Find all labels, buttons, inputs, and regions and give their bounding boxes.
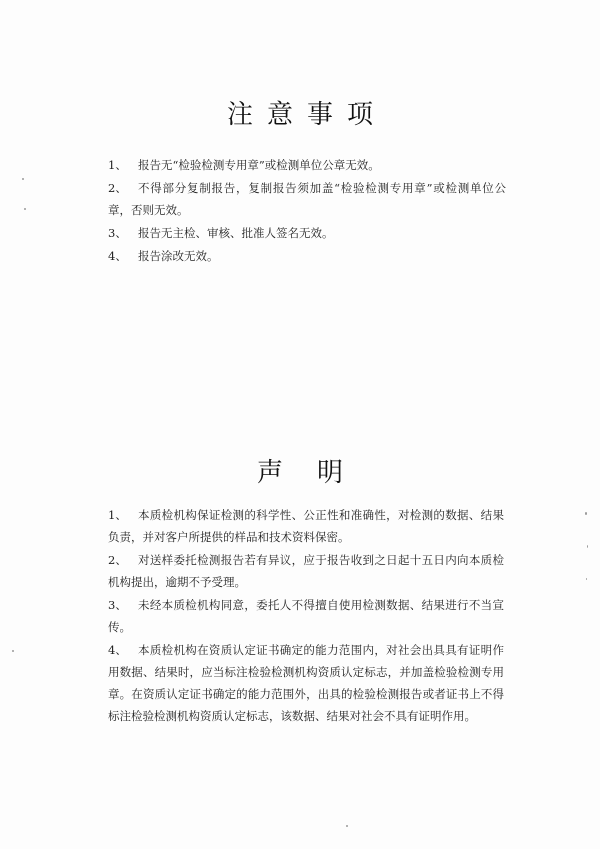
statement-item-text: 本质检机构保证检测的科学性、公正性和准确性，对检测的数据、结果负责，并对客户所提供的样品和技术资料保密。 (108, 508, 504, 544)
statement-item-text: 对送样委托检测报告若有异议，应于报告收到之日起十五日内向本质检机构提出，逾期不予受理。 (108, 553, 504, 589)
statement-item-number: 1、 (108, 508, 127, 522)
statement-item-number: 3、 (108, 598, 127, 612)
notice-item-number: 1、 (108, 158, 127, 172)
statement-item-text: 本质检机构在资质认定证书确定的能力范围内，对社会出具具有证明作用数据、结果时，应当标注检验检测机构资质认定标志，并加盖检验检测专用章。在资质认定证书确定的能力范围外，出具的检验检测报告或者证书上不得标注检验检测机构资质认定标志，该数据、结果对社会不具有证明作用。 (108, 643, 504, 723)
statement-item-number: 2、 (108, 553, 127, 567)
statement-item (108, 549, 504, 593)
statement-item (108, 594, 504, 638)
notice-item-number: 3、 (108, 226, 127, 240)
notice-item (108, 154, 506, 176)
statement-item (108, 639, 504, 727)
scan-speck (587, 545, 588, 548)
notice-item (108, 222, 506, 244)
notice-item-text: 报告涂改无效。 (138, 249, 219, 263)
notice-item-number: 4、 (108, 249, 127, 263)
statement-list (108, 504, 504, 728)
notice-list (108, 154, 506, 268)
notice-item (108, 177, 506, 221)
statement-title: 声明 (256, 458, 377, 488)
notice-title: 注意事项 (226, 100, 387, 130)
statement-item-text: 未经本质检机构同意，委托人不得擅自使用检测数据、结果进行不当宣传。 (108, 598, 504, 634)
scan-speck (586, 578, 587, 580)
notice-item-text: 报告无主检、审核、批准人签名无效。 (138, 226, 334, 240)
notice-item (108, 245, 506, 267)
scan-speck (22, 178, 24, 180)
notice-item-text: 报告无“检验检测专用章”或检测单位公章无效。 (138, 158, 380, 172)
statement-item (108, 504, 504, 548)
scan-speck (24, 208, 26, 210)
scan-speck (585, 512, 587, 515)
scan-speck (12, 650, 14, 652)
notice-item-number: 2、 (108, 181, 127, 195)
notice-item-text: 不得部分复制报告，复制报告须加盖“检验检测专用章”或检测单位公章，否则无效。 (108, 181, 506, 217)
statement-item-number: 4、 (108, 643, 127, 657)
scan-speck (346, 825, 348, 827)
